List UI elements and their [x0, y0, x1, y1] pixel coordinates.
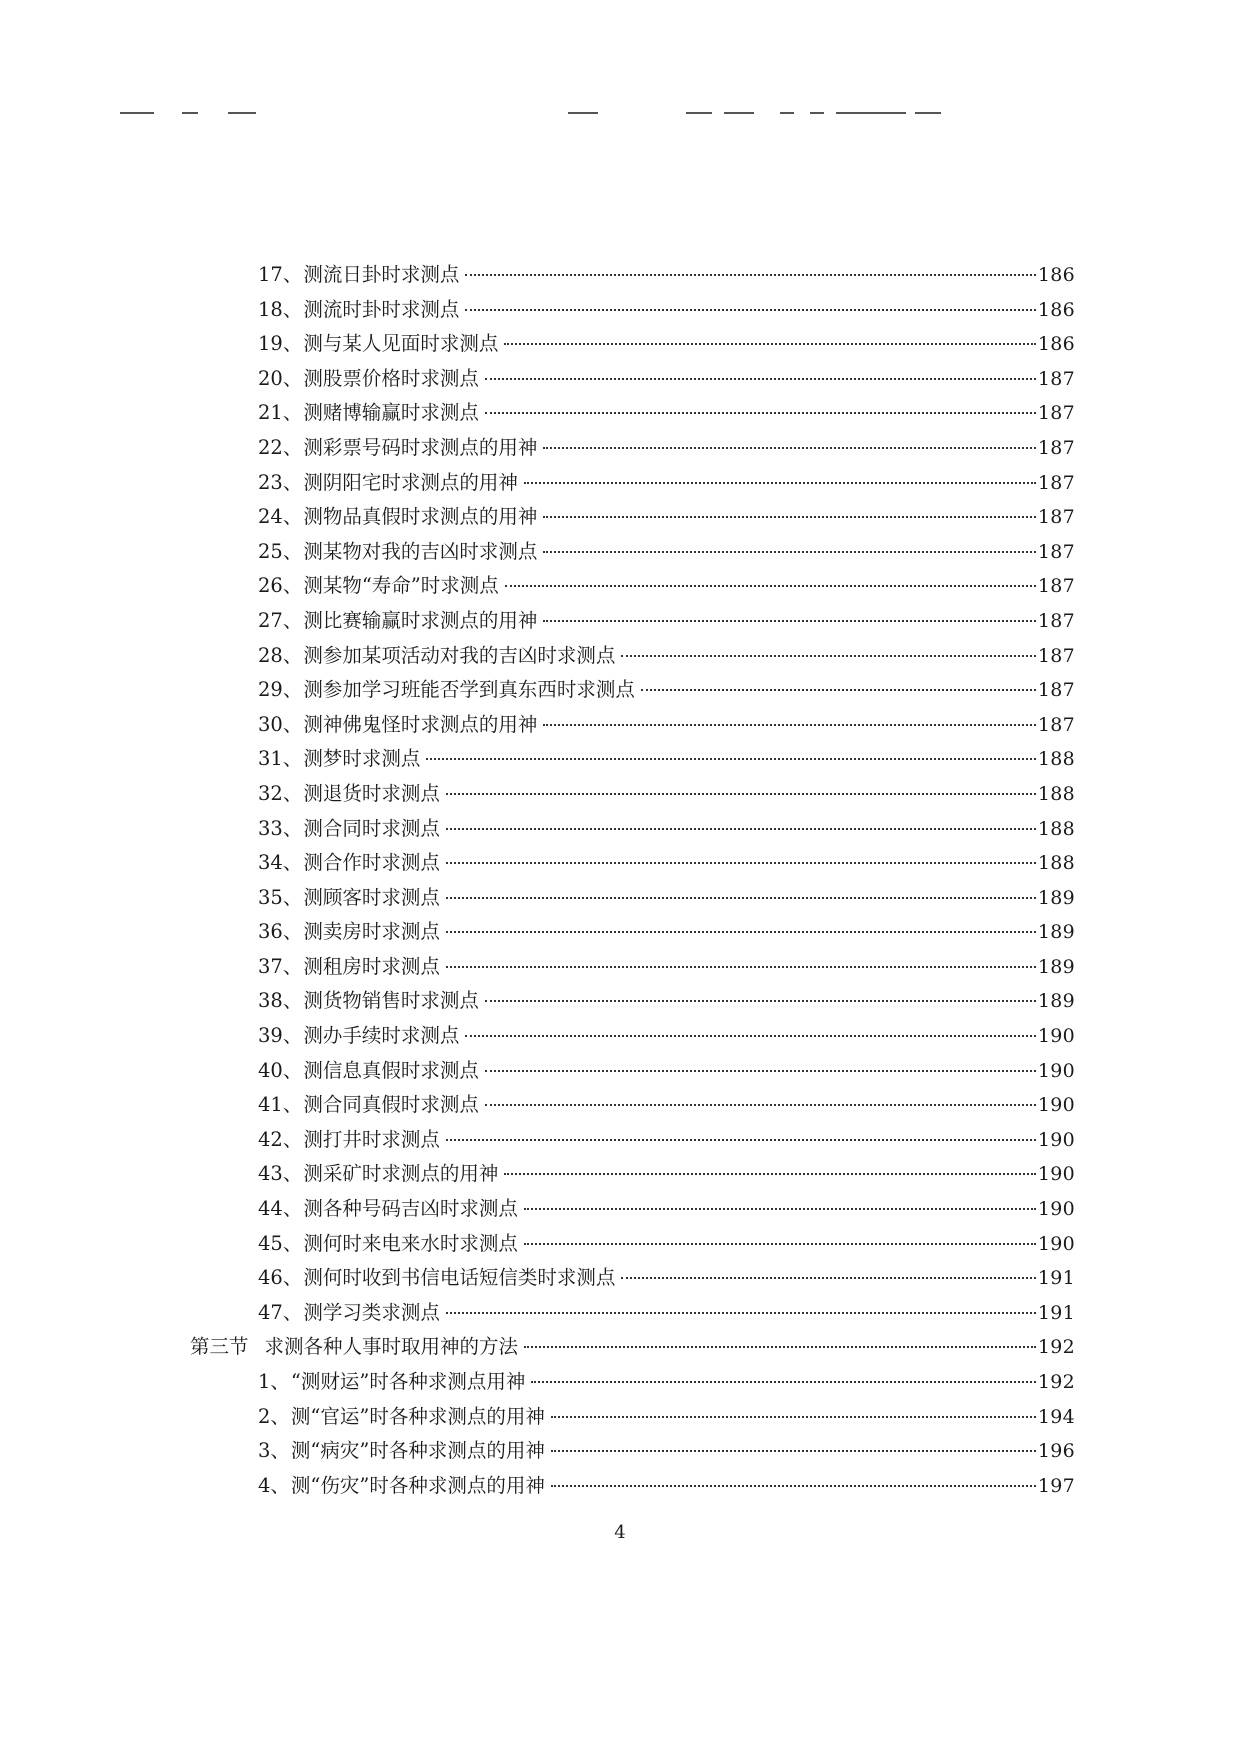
- toc-entry-page: 190: [1037, 1163, 1075, 1186]
- toc-entry-page: 186: [1037, 333, 1075, 356]
- toc-entry-page: 187: [1037, 506, 1075, 529]
- toc-entry-title: 测物品真假时求测点的用神: [303, 505, 538, 529]
- toc-entry-page: 189: [1037, 955, 1075, 978]
- toc-entry-title: 测流日卦时求测点: [303, 263, 460, 286]
- dot-leader: [543, 447, 1035, 449]
- toc-entry-number: 33、: [258, 816, 303, 840]
- dot-leader: [446, 897, 1036, 899]
- toc-entry-page: 187: [1037, 609, 1075, 632]
- toc-entry-number: 41、: [258, 1093, 303, 1117]
- toc-entry-title: 测学习类求测点: [303, 1300, 440, 1324]
- toc-entry-number: 32、: [258, 781, 303, 805]
- toc-entry-title: 测参加某项活动对我的吉凶时求测点: [303, 643, 616, 667]
- dot-leader: [543, 620, 1035, 622]
- toc-entry: [190, 604, 1075, 639]
- toc-entry-title: 测顾客时求测点: [303, 885, 440, 909]
- toc-entry-number: 26、: [258, 574, 303, 598]
- toc-entry-title: 求测各种人事时取用神的方法: [264, 1335, 519, 1359]
- dot-leader: [446, 1139, 1036, 1141]
- dot-leader: [524, 1243, 1036, 1245]
- toc-entry: [190, 1088, 1075, 1123]
- toc-entry-number: 35、: [258, 885, 303, 909]
- toc-entry-number: 4、: [258, 1473, 290, 1497]
- page-number: 4: [614, 1522, 626, 1543]
- toc-entry: [190, 1054, 1075, 1089]
- toc-entry-page: 197: [1037, 1474, 1075, 1497]
- dot-leader: [485, 1070, 1036, 1072]
- toc-entry-title: 测采矿时求测点的用神: [303, 1162, 499, 1186]
- toc-entry: [190, 708, 1075, 743]
- toc-entry-title: 测各种号码吉凶时求测点: [303, 1197, 518, 1221]
- dot-leader: [446, 1312, 1036, 1314]
- dot-leader: [531, 1381, 1035, 1383]
- dot-leader: [446, 828, 1036, 830]
- toc-entry-number: 17、: [258, 263, 303, 286]
- toc-entry: [190, 984, 1075, 1019]
- dot-leader: [551, 1416, 1036, 1418]
- toc-entry-title: 测某物“寿命”时求测点: [303, 574, 499, 598]
- dot-leader: [426, 758, 1035, 760]
- toc-entry-page: 191: [1037, 1301, 1075, 1324]
- toc-entry: [190, 1296, 1075, 1331]
- dot-leader: [543, 516, 1035, 518]
- toc-entry: [190, 1227, 1075, 1262]
- toc-entry-title: 测何时收到书信电话短信类时求测点: [303, 1266, 616, 1290]
- toc-entry-number: 31、: [258, 747, 303, 771]
- dot-leader: [446, 931, 1036, 933]
- toc-entry-title: 测何时来电来水时求测点: [303, 1231, 518, 1255]
- toc-entry: [190, 915, 1075, 950]
- dot-leader: [621, 655, 1035, 657]
- toc-entry-page: 186: [1037, 264, 1075, 286]
- toc-entry: [190, 569, 1075, 604]
- toc-entry-page: 191: [1037, 1267, 1075, 1290]
- toc-entry-page: 190: [1037, 1198, 1075, 1221]
- toc-entry: [190, 1019, 1075, 1054]
- toc-entry-page: 190: [1037, 1094, 1075, 1117]
- toc-section-heading: [190, 1330, 1075, 1365]
- toc-entry-title: 测“病灾”时各种求测点的用神: [290, 1439, 545, 1463]
- toc-entry: [190, 1434, 1075, 1469]
- toc-entry-page: 187: [1037, 644, 1075, 667]
- dot-leader: [485, 412, 1036, 414]
- toc-entry: [190, 1400, 1075, 1435]
- dot-leader: [551, 1450, 1036, 1452]
- toc-entry: [190, 1157, 1075, 1192]
- toc-entry: [190, 742, 1075, 777]
- toc-entry-number: 1、: [258, 1370, 290, 1393]
- toc-entry-title: 测某物对我的吉凶时求测点: [303, 539, 538, 563]
- dot-leader: [524, 1208, 1036, 1210]
- toc-entry-page: 189: [1037, 886, 1075, 909]
- toc-entry-title: 测货物销售时求测点: [303, 989, 479, 1013]
- toc-entry-page: 187: [1037, 679, 1075, 702]
- toc-entry-number: 18、: [258, 297, 303, 321]
- toc-entry-title: “测财运”时各种求测点用神: [290, 1370, 526, 1393]
- toc-entry-number: 30、: [258, 712, 303, 736]
- toc-entry-page: 196: [1037, 1440, 1075, 1463]
- toc-entry-title: 测“官运”时各种求测点的用神: [290, 1404, 545, 1428]
- dot-leader: [485, 1104, 1036, 1106]
- dot-leader: [551, 1485, 1036, 1487]
- toc-entry-page: 189: [1037, 921, 1075, 944]
- dot-leader: [505, 585, 1036, 587]
- toc-entry: [190, 1261, 1075, 1296]
- toc-entry-title: 测合作时求测点: [303, 851, 440, 875]
- toc-entry-page: 188: [1037, 748, 1075, 771]
- toc-entry-page: 188: [1037, 782, 1075, 805]
- toc-entry: [190, 1123, 1075, 1158]
- toc-entry-number: 2、: [258, 1404, 290, 1428]
- toc-entry: [190, 673, 1075, 708]
- dot-leader: [446, 862, 1036, 864]
- toc-entry-page: 192: [1037, 1371, 1075, 1393]
- toc-entry-number: 46、: [258, 1266, 303, 1290]
- dot-leader: [504, 1173, 1035, 1175]
- scan-artifact-lines: [120, 112, 1020, 116]
- toc-entry: [190, 950, 1075, 985]
- toc-entry-number: 45、: [258, 1231, 303, 1255]
- toc-entry-number: 47、: [258, 1300, 303, 1324]
- dot-leader: [446, 966, 1036, 968]
- dot-leader: [446, 793, 1036, 795]
- toc-entry-number: 43、: [258, 1162, 303, 1186]
- toc-entry-page: 190: [1037, 1025, 1075, 1048]
- toc-entry: [190, 293, 1075, 328]
- toc-entry-title: 测阴阳宅时求测点的用神: [303, 470, 518, 494]
- toc-entry: [190, 362, 1075, 397]
- toc-entry-title: 测与某人见面时求测点: [303, 332, 499, 356]
- toc-entry-page: 187: [1037, 540, 1075, 563]
- toc-entry-number: 20、: [258, 366, 303, 390]
- dot-leader: [504, 343, 1035, 345]
- toc-entry-number: 42、: [258, 1127, 303, 1151]
- toc-entry: [190, 812, 1075, 847]
- dot-leader: [465, 1035, 1035, 1037]
- table-of-contents: [190, 258, 1075, 1503]
- toc-entry-number: 22、: [258, 435, 303, 459]
- toc-entry-page: 187: [1037, 471, 1075, 494]
- toc-entry-page: 188: [1037, 817, 1075, 840]
- toc-entry-page: 187: [1037, 436, 1075, 459]
- toc-entry-title: 测梦时求测点: [303, 747, 421, 771]
- toc-entry-number: 23、: [258, 470, 303, 494]
- toc-entry: [190, 1192, 1075, 1227]
- toc-entry-page: 187: [1037, 575, 1075, 598]
- toc-entry-title: 测参加学习班能否学到真东西时求测点: [303, 678, 635, 702]
- toc-entry-number: 39、: [258, 1024, 303, 1048]
- dot-leader: [524, 482, 1036, 484]
- dot-leader: [465, 274, 1035, 276]
- dot-leader: [543, 724, 1035, 726]
- toc-entry-title: 测股票价格时求测点: [303, 366, 479, 390]
- toc-entry: [190, 258, 1075, 293]
- toc-entry: [190, 639, 1075, 674]
- toc-entry: [190, 881, 1075, 916]
- dot-leader: [485, 378, 1036, 380]
- toc-entry: [190, 1469, 1075, 1504]
- toc-entry-number: 29、: [258, 678, 303, 702]
- toc-entry-page: 194: [1037, 1405, 1075, 1428]
- toc-entry: [190, 466, 1075, 501]
- toc-entry-title: 测打井时求测点: [303, 1127, 440, 1151]
- toc-entry-title: 测彩票号码时求测点的用神: [303, 435, 538, 459]
- dot-leader: [524, 1346, 1036, 1348]
- toc-entry-title: 测合同时求测点: [303, 816, 440, 840]
- toc-entry-number: 24、: [258, 505, 303, 529]
- dot-leader: [641, 689, 1036, 691]
- toc-entry-page: 186: [1037, 298, 1075, 321]
- toc-entry-title: 测赌博输赢时求测点: [303, 401, 479, 425]
- dot-leader: [465, 309, 1035, 311]
- toc-entry-number: 34、: [258, 851, 303, 875]
- toc-entry: [190, 500, 1075, 535]
- dot-leader: [543, 551, 1035, 553]
- toc-entry-page: 187: [1037, 713, 1075, 736]
- toc-entry-number: 38、: [258, 989, 303, 1013]
- toc-entry-number: 3、: [258, 1439, 290, 1463]
- dot-leader: [485, 1000, 1036, 1002]
- toc-entry-number: 19、: [258, 332, 303, 356]
- toc-entry-number: 37、: [258, 954, 303, 978]
- toc-entry-page: 189: [1037, 990, 1075, 1013]
- toc-entry: [190, 327, 1075, 362]
- toc-entry-page: 190: [1037, 1232, 1075, 1255]
- toc-entry: [190, 396, 1075, 431]
- toc-entry-number: 36、: [258, 920, 303, 944]
- toc-entry-title: 测合同真假时求测点: [303, 1093, 479, 1117]
- toc-entry-number: 27、: [258, 608, 303, 632]
- toc-entry-title: 测信息真假时求测点: [303, 1058, 479, 1082]
- toc-entry: [190, 846, 1075, 881]
- toc-entry-title: 测比赛输赢时求测点的用神: [303, 608, 538, 632]
- toc-entry-title: 测神佛鬼怪时求测点的用神: [303, 712, 538, 736]
- dot-leader: [621, 1277, 1035, 1279]
- toc-entry-number: 40、: [258, 1058, 303, 1082]
- toc-entry: [190, 535, 1075, 570]
- toc-entry-number: 第三节: [190, 1335, 249, 1359]
- toc-entry-number: 25、: [258, 539, 303, 563]
- toc-entry-page: 192: [1037, 1336, 1075, 1359]
- toc-entry: [190, 1365, 1075, 1400]
- toc-entry-number: 44、: [258, 1197, 303, 1221]
- toc-entry-page: 187: [1037, 402, 1075, 425]
- toc-entry-page: 190: [1037, 1128, 1075, 1151]
- toc-entry-title: 测流时卦时求测点: [303, 297, 460, 321]
- toc-entry-number: 21、: [258, 401, 303, 425]
- toc-entry-page: 188: [1037, 852, 1075, 875]
- toc-entry-page: 187: [1037, 367, 1075, 390]
- toc-entry-title: 测“伤灾”时各种求测点的用神: [290, 1473, 545, 1497]
- toc-entry-title: 测租房时求测点: [303, 954, 440, 978]
- toc-entry-title: 测办手续时求测点: [303, 1024, 460, 1048]
- toc-entry-page: 190: [1037, 1059, 1075, 1082]
- toc-entry-number: 28、: [258, 643, 303, 667]
- toc-entry: [190, 431, 1075, 466]
- toc-entry: [190, 777, 1075, 812]
- toc-entry-title: 测退货时求测点: [303, 781, 440, 805]
- toc-entry-title: 测卖房时求测点: [303, 920, 440, 944]
